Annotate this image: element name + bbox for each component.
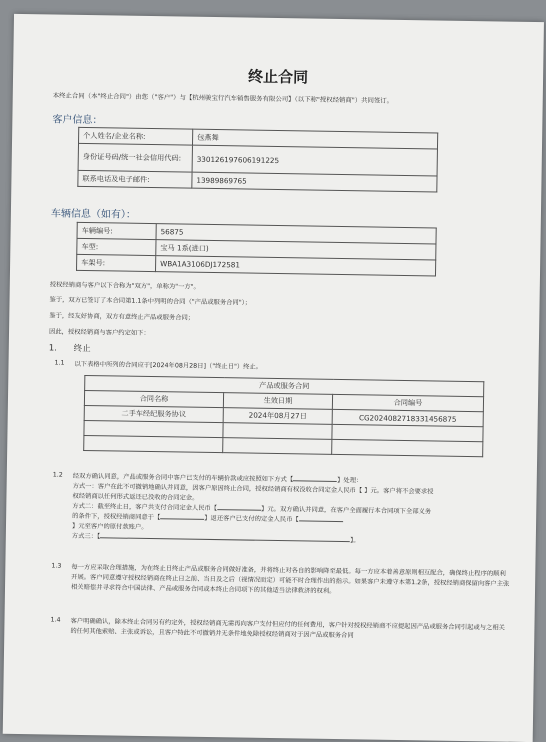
clause-1-4-text: 客户明确确认，除本终止合同另有约定外，授权经销商无需再向客户支付但应付的任何费用，客户针对授权经销商不应提起因产品或服务合同引起或与之相关的任何其他索赔、主张或诉讼，且客户特此不可撤销并无条件地免除授权经销商对于因产品或服务合同 <box>70 617 505 640</box>
blank-field <box>217 509 261 511</box>
contract-table <box>83 375 484 457</box>
vehicle-info-table <box>76 222 437 277</box>
clause-line: 方式三：【 <box>71 532 101 541</box>
intro-text: 本终止合同（本"终止合同"）由您（"客户"）与【杭州骏宝行汽车销售服务有限公司】（以下称"授权经销商"）共同签订。 <box>52 91 394 105</box>
table-cell: 2024年08月27日 <box>223 408 332 425</box>
clause-line: 】元。双方确认并同意，在客户全面履行本合同项下全部义务 <box>261 505 432 516</box>
section-1-heading <box>49 341 91 354</box>
clause-number: 1.4 <box>50 616 61 624</box>
table-cell <box>332 439 483 456</box>
clause-line: 】处理： <box>337 476 363 485</box>
clause-number: 1.3 <box>51 562 62 570</box>
customer-section-heading: 客户信息： <box>52 114 103 127</box>
recital-parties: 授权经销商与客户以下合称为"双方"，单称为"一方"。 <box>49 281 200 291</box>
customer-info-table <box>77 127 438 193</box>
clause-line: 方式一：客户在此不可撤销地确认并同意，因客户原因终止合同，授权经销商有权没收合同定金人民币【 】元。客户将不会要求授 <box>72 482 434 496</box>
table-value: 13989869765 <box>192 172 437 192</box>
table-value: 330126197606191225 <box>192 145 437 176</box>
blank-field <box>160 518 204 520</box>
recital-therefore: 因此，授权经销商与客户约定如下： <box>48 328 150 338</box>
clause-1-1-text: 以下表格中所列的合同应于[2024年08月28日]（"终止日"）终止。 <box>74 360 263 371</box>
blank-field <box>100 537 350 542</box>
clause-line: 】。 <box>350 537 360 545</box>
clause-line: 】返还客户已支付的定金人民币【 <box>204 514 299 524</box>
section-number: 1. <box>48 343 57 354</box>
clause-line: 经双方确认同意，产品或服务合同中客户已支付的车辆价款或应按照如下方式【 <box>72 472 294 484</box>
column-header: 生效日期 <box>223 393 332 410</box>
table-cell <box>223 423 332 440</box>
clause-1-2-text <box>72 472 513 549</box>
clause-number: 1.2 <box>52 471 63 479</box>
table-label: 车辆编号: <box>77 222 156 239</box>
column-header: 合同名称 <box>84 390 223 407</box>
clause-number: 1.1 <box>54 359 65 367</box>
table-cell: 二手车经纪服务协议 <box>84 405 223 422</box>
table-label: 车架号: <box>77 254 156 271</box>
contract-page <box>3 14 544 742</box>
table-label: 车型: <box>77 238 156 255</box>
clause-line: 】元至客户的原付款账户。 <box>71 522 148 531</box>
table-cell <box>223 438 332 455</box>
clause-line: 的条件下，授权经销商同意于【 <box>72 512 161 522</box>
blank-field <box>293 480 337 482</box>
table-cell <box>84 435 223 452</box>
clause-1-3-text: 每一方应采取合理措施，为在终止日终止产品或服务合同做好准备，并将终止对各自的影响降至最低。每一方应本着善意原则相互配合，确保终止程序的顺利开展。客户同意遵守授权经销商在终止日之前、当日及之后（视情况而定）可能不时合理作出的指示。如果客户未遵守本第1.2条，授权经销商保留向客户主张相关赔偿并寻求符合中国法律、产品或服务合同或本终止合同项下的其他适当法律救济的权利。 <box>70 563 510 595</box>
column-header: 合同编号 <box>332 394 483 411</box>
recital-whereas-1: 鉴于，双方已签订了本合同第1.1条中列明的合同（"产品或服务合同"）； <box>49 296 252 307</box>
table-cell: CG20240827183314568​75 <box>332 409 483 426</box>
table-caption: 产品或服务合同 <box>85 375 484 396</box>
table-value: 56875 <box>156 224 436 244</box>
page-title: 终止合同 <box>247 67 309 87</box>
table-label: 联系电话及电子邮件: <box>78 170 192 188</box>
table-label: 身份证号码/统一社会信用代码: <box>78 143 192 172</box>
table-value: WBA1A3106DJ172581 <box>156 256 436 276</box>
table-value: 包燕舞 <box>192 129 437 149</box>
recital-whereas-2: 鉴于，经友好协商，双方有意终止产品或服务合同； <box>49 312 195 322</box>
section-title: 终止 <box>73 343 91 355</box>
table-label: 个人姓名/企业名称: <box>79 127 193 145</box>
table-value: 宝马 1系(进口) <box>156 240 436 260</box>
clause-line: 方式二：截至终止日，客户共支付合同定金人民币【 <box>72 502 218 513</box>
blank-field <box>299 520 343 522</box>
vehicle-section-heading: 车辆信息（如有）： <box>50 208 136 221</box>
clause-line: 权经销商以任何形式返还已没收的合同定金。 <box>72 492 199 502</box>
